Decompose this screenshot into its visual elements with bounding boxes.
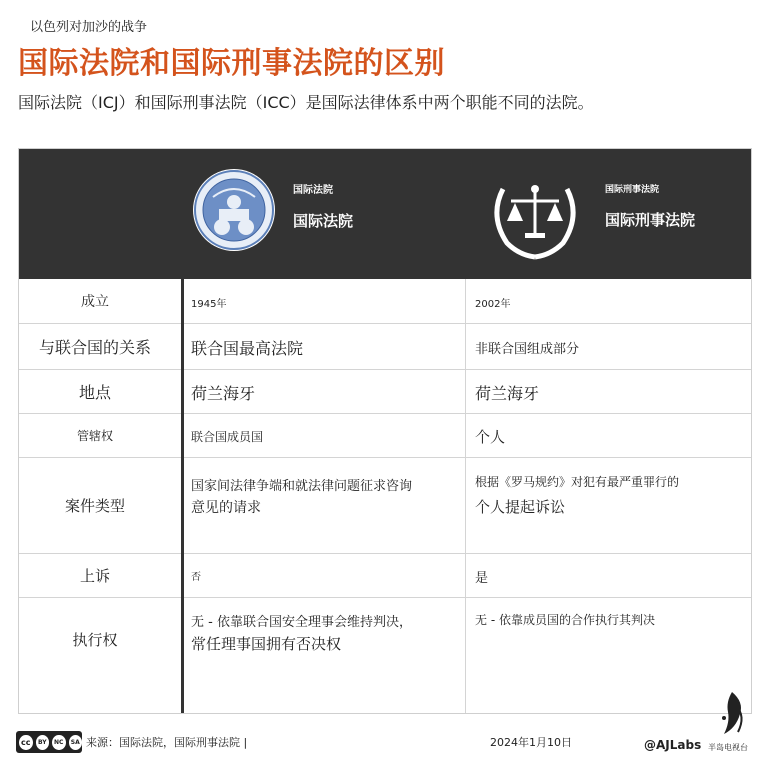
icc-small-label: 国际刑事法院 xyxy=(605,185,660,195)
icc-value: 个人 xyxy=(475,428,506,446)
icj-value-line2: 意见的请求 xyxy=(191,500,261,516)
brand-handle: @AJLabs xyxy=(644,738,702,752)
icj-heading xyxy=(293,181,353,231)
sa-icon: SA xyxy=(69,735,83,750)
icj-value-line1: 无 - 依靠联合国安全理事会维持判决， xyxy=(191,615,412,630)
row-label: 上诉 xyxy=(79,566,110,585)
table-row xyxy=(19,369,751,414)
icj-value-line1: 国家间法律争端和就法律问题征求咨询 xyxy=(191,479,413,494)
comparison-table xyxy=(18,148,752,714)
icj-value: 联合国成员国 xyxy=(191,430,264,444)
date-text: 2024年1月10日 xyxy=(490,736,572,749)
cc-license-badge xyxy=(16,731,82,753)
icc-value-line2: 个人提起诉讼 xyxy=(475,498,566,516)
column-divider xyxy=(465,279,466,713)
icc-value: 荷兰海牙 xyxy=(475,384,540,403)
cc-icon: cc xyxy=(19,735,33,750)
icc-name: 国际刑事法院 xyxy=(605,211,696,229)
subtitle: 国际法院（ICJ）和国际刑事法院（ICC）是国际法律体系中两个职能不同的法院。 xyxy=(18,93,594,112)
kicker: 以色列对加沙的战争 xyxy=(30,20,148,35)
icj-small-label: 国际法院 xyxy=(293,185,333,196)
table-row xyxy=(19,457,751,554)
source-text: 来源：国际法院，国际刑事法院 | xyxy=(86,736,248,749)
table-header xyxy=(19,149,751,279)
icj-value: 否 xyxy=(191,572,201,583)
table-row xyxy=(19,279,751,324)
icc-value: 2002年 xyxy=(475,299,511,310)
table-row xyxy=(19,553,751,598)
icj-value: 联合国最高法院 xyxy=(191,339,304,358)
nc-icon: NC xyxy=(52,735,66,750)
icc-value-line1: 根据《罗马规约》对犯有最严重罪行的 xyxy=(475,475,680,489)
icj-name: 国际法院 xyxy=(293,212,354,230)
column-divider xyxy=(181,279,184,713)
icj-value: 荷兰海牙 xyxy=(191,384,256,403)
al-jazeera-logo-icon xyxy=(712,688,752,740)
icj-value: 1945年 xyxy=(191,299,227,310)
scales-wreath-icon xyxy=(485,171,585,261)
row-label: 与联合国的关系 xyxy=(38,337,151,357)
logo-text: 半岛电视台 xyxy=(708,743,748,752)
icc-value-line1: 无 - 依靠成员国的合作执行其判决 xyxy=(475,613,655,627)
table-row xyxy=(19,413,751,458)
row-label: 成立 xyxy=(81,294,109,310)
table-row xyxy=(19,597,751,713)
row-label: 地点 xyxy=(78,382,111,402)
row-label: 管辖权 xyxy=(76,428,113,443)
icj-value-line2: 常任理事国拥有否决权 xyxy=(191,635,342,653)
page-title: 国际法院和国际刑事法院的区别 xyxy=(18,46,445,81)
icj-seal-icon xyxy=(191,167,277,253)
table-row xyxy=(19,323,751,370)
icc-value: 非联合国组成部分 xyxy=(475,342,580,357)
row-label: 执行权 xyxy=(72,630,118,649)
by-icon: BY xyxy=(36,735,50,750)
row-label: 案件类型 xyxy=(64,496,125,515)
icc-heading xyxy=(605,182,695,230)
icc-value: 是 xyxy=(475,571,489,586)
